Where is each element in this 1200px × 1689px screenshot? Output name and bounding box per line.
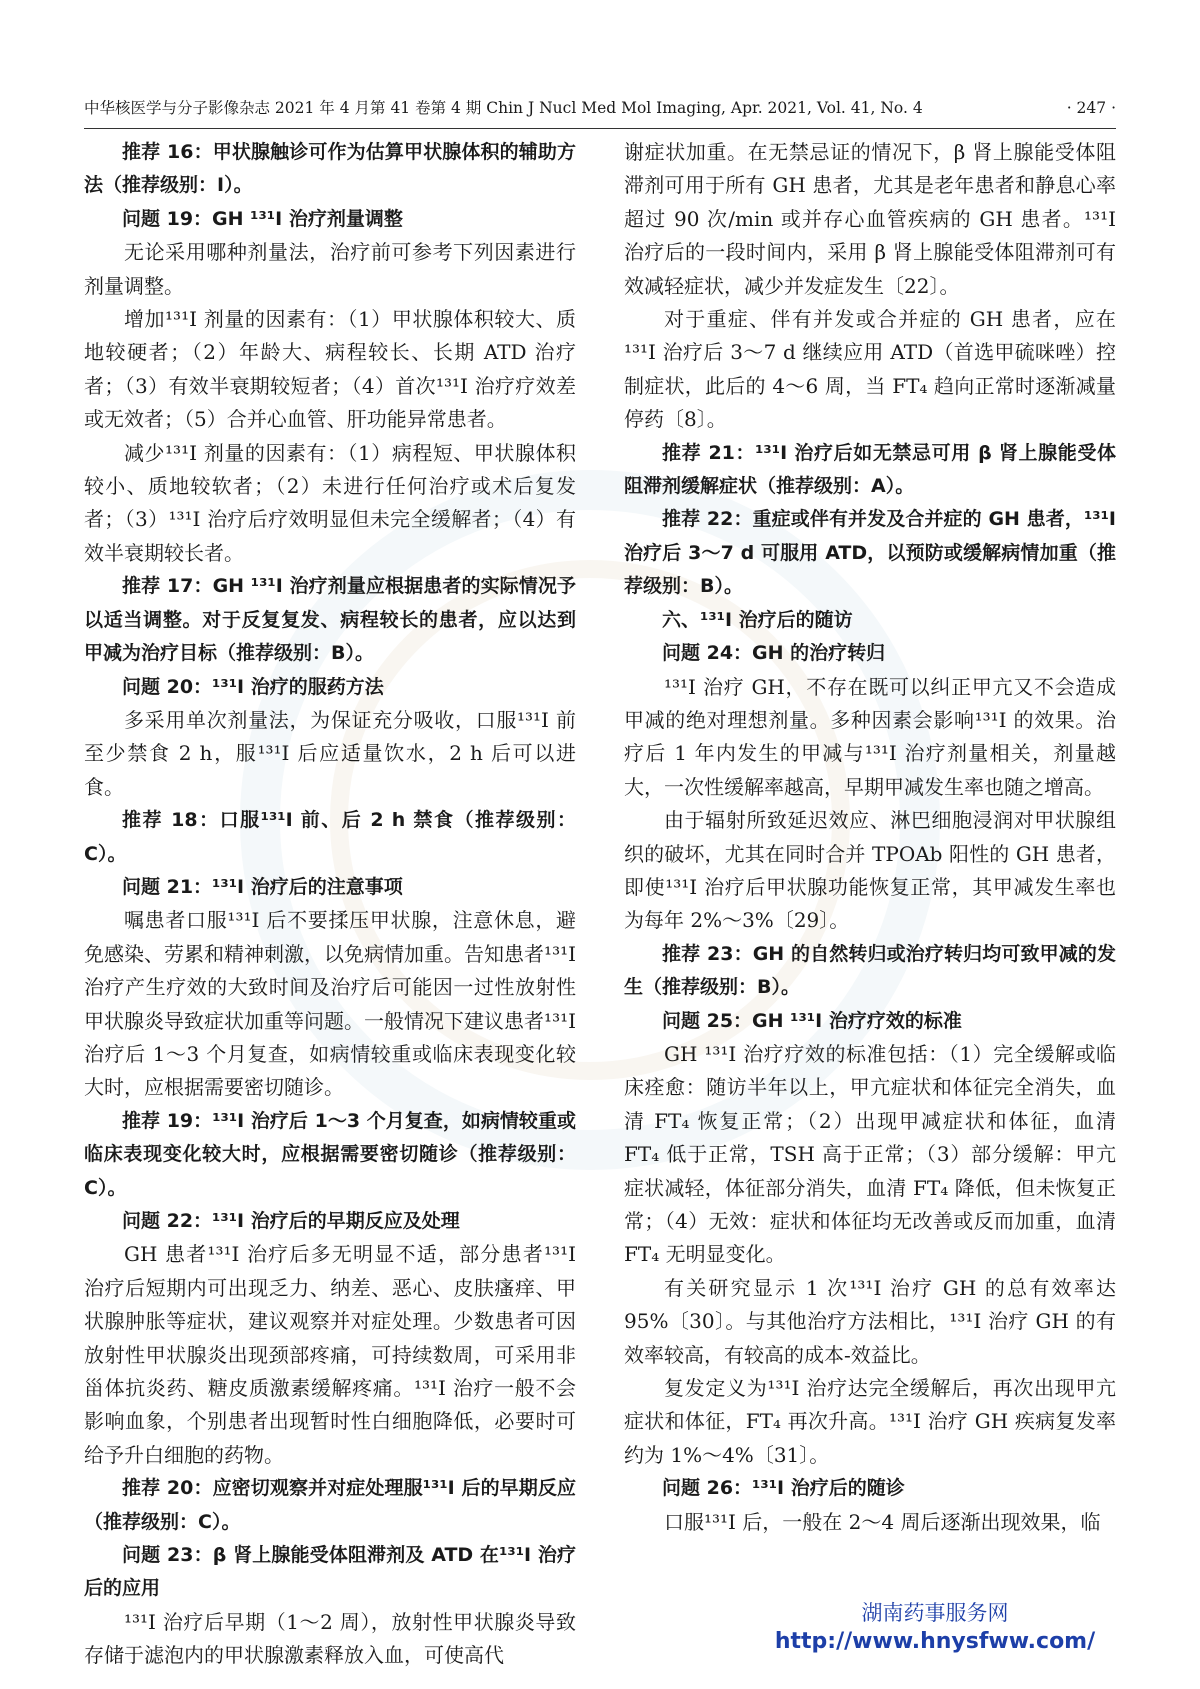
body-paragraph: GH ¹³¹I 治疗疗效的标准包括：（1）完全缓解或临床痊愈：随访半年以上，甲亢症状和体征完全消失，血清 FT₄ 恢复正常；（2）出现甲减症状和体征，血清 FT₄ 低于正常，TSH 高于正常；（3）部分缓解：甲亢症状减轻，体征部分消失，血清 FT₄ 降低，但未恢复正常；（4）无效：症状和体征均无改善或反而加重，血清 FT₄ 无明显变化。: [624, 1041, 1116, 1267]
body-paragraph: ¹³¹I 治疗 GH，不存在既可以纠正甲亢又不会造成甲减的绝对理想剂量。多种因素会影响¹³¹I 的效果。治疗后 1 年内发生的甲减与¹³¹I 治疗剂量相关，剂量越大，一次性缓解率越高，早期甲减发生率也随之增高。: [624, 674, 1116, 799]
site-name: 湖南药事服务网: [861, 1601, 1009, 1625]
body-paragraph: 无论采用哪种剂量法，治疗前可参考下列因素进行剂量调整。: [84, 240, 576, 298]
running-header: [84, 88, 1116, 129]
body-paragraph: 减少¹³¹I 剂量的因素有：（1）病程短、甲状腺体积较小、质地较软者；（2）未进行任何治疗或术后复发者；（3）¹³¹I 治疗后疗效明显但未完全缓解者；（4）有效半衰期较长者。: [84, 440, 576, 565]
heading-paragraph: 问题 26：¹³¹I 治疗后的随诊: [662, 1477, 905, 1500]
heading-paragraph: 推荐 22：重症或伴有并发及合并症的 GH 患者，¹³¹I 治疗后 3～7 d 可服用 ATD，以预防或缓解病情加重（推荐级别：B）。: [624, 508, 1116, 598]
body-paragraph: 复发定义为¹³¹I 治疗达完全缓解后，再次出现甲亢症状和体征，FT₄ 再次升高。¹³¹I 治疗 GH 疾病复发率约为 1%～4%〔31〕。: [624, 1376, 1116, 1467]
body-paragraph: 有关研究显示 1 次¹³¹I 治疗 GH 的总有效率达 95%〔30〕。与其他治疗方法相比，¹³¹I 治疗 GH 的有效率较高，有较高的成本-效益比。: [624, 1275, 1116, 1367]
site-footer: [770, 1598, 1100, 1656]
page-number: · 247 ·: [1066, 99, 1116, 117]
left-column: [84, 136, 576, 1673]
body-paragraph: GH 患者¹³¹I 治疗后多无明显不适，部分患者¹³¹I 治疗后短期内可出现乏力、纳差、恶心、皮肤瘙痒、甲状腺肿胀等症状，建议观察并对症处理。少数患者可因放射性甲状腺炎出现颈部疼痛，可持续数周，可采用非甾体抗炎药、糖皮质激素缓解疼痛。¹³¹I 治疗一般不会影响血象，个别患者出现暂时性白细胞降低，必要时可给予升白细胞的药物。: [84, 1242, 576, 1467]
heading-paragraph: 推荐 18：口服¹³¹I 前、后 2 h 禁食（推荐级别：C）。: [84, 809, 576, 865]
body-paragraph: 由于辐射所致延迟效应、淋巴细胞浸润对甲状腺组织的破坏，尤其在同时合并 TPOAb 阳性的 GH 患者，即使¹³¹I 治疗后甲状腺功能恢复正常，其甲减发生率也为每年 2%～3%〔29〕。: [624, 808, 1116, 933]
heading-paragraph: 推荐 23：GH 的自然转归或治疗转归均可致甲减的发生（推荐级别：B）。: [624, 942, 1116, 999]
journal-citation: 中华核医学与分子影像杂志 2021 年 4 月第 41 卷第 4 期 Chin J Nucl Med Mol Imaging, Apr. 2021, Vol. 41, No. 4: [84, 99, 923, 117]
body-paragraph: 口服¹³¹I 后，一般在 2～4 周后逐渐出现效果，临: [664, 1509, 1101, 1534]
heading-paragraph: 问题 24：GH 的治疗转归: [662, 642, 886, 665]
heading-paragraph: 问题 23：β 肾上腺能受体阻滞剂及 ATD 在¹³¹I 治疗后的应用: [84, 1544, 576, 1600]
heading-paragraph: 推荐 20：应密切观察并对症处理服¹³¹I 后的早期反应（推荐级别：C）。: [84, 1477, 576, 1533]
heading-paragraph: 问题 19：GH ¹³¹I 治疗剂量调整: [122, 207, 403, 230]
heading-paragraph: 推荐 17：GH ¹³¹I 治疗剂量应根据患者的实际情况予以适当调整。对于反复复发、病程较长的患者，应以达到甲减为治疗目标（推荐级别：B）。: [84, 575, 576, 665]
heading-paragraph: 问题 22：¹³¹I 治疗后的早期反应及处理: [122, 1210, 460, 1232]
heading-paragraph: 推荐 19：¹³¹I 治疗后 1～3 个月复查，如病情较重或临床表现变化较大时，应根据需要密切随诊（推荐级别：C）。: [84, 1109, 576, 1199]
body-paragraph: 多采用单次剂量法，为保证充分吸收，口服¹³¹I 前至少禁食 2 h，服¹³¹I 后应适量饮水，2 h 后可以进食。: [84, 707, 576, 799]
body-paragraph: 增加¹³¹I 剂量的因素有：（1）甲状腺体积较大、质地较硬者；（2）年龄大、病程较长、长期 ATD 治疗者；（3）有效半衰期较短者；（4）首次¹³¹I 治疗疗效差或无效者；（5）合并心血管、肝功能异常患者。: [84, 307, 576, 432]
heading-paragraph: 六、¹³¹I 治疗后的随访: [662, 608, 853, 631]
heading-paragraph: 推荐 21：¹³¹I 治疗后如无禁忌可用 β 肾上腺能受体阻滞剂缓解症状（推荐级别：A）。: [624, 441, 1116, 498]
heading-paragraph: 问题 21：¹³¹I 治疗后的注意事项: [122, 875, 403, 898]
heading-paragraph: 问题 20：¹³¹I 治疗的服药方法: [122, 675, 384, 698]
body-paragraph: 嘱患者口服¹³¹I 后不要揉压甲状腺，注意休息，避免感染、劳累和精神刺激，以免病情加重。告知患者¹³¹I 治疗产生疗效的大致时间及治疗后可能因一过性放射性甲状腺炎导致症状加重等问题。一般情况下建议患者¹³¹I 治疗后 1～3 个月复查，如病情较重或临床表现变化较大时，应根据需要密切随诊。: [84, 908, 576, 1100]
heading-paragraph: 推荐 16：甲状腺触诊可作为估算甲状腺体积的辅助方法（推荐级别：I）。: [84, 141, 576, 197]
site-url[interactable]: http://www.hnysfww.com/: [774, 1629, 1096, 1654]
body-paragraph: 对于重症、伴有并发或合并症的 GH 患者，应在¹³¹I 治疗后 3～7 d 继续应用 ATD（首选甲硫咪唑）控制症状，此后的 4～6 周，当 FT₄ 趋向正常时逐渐减量停药〔8〕。: [624, 307, 1116, 432]
body-paragraph: 谢症状加重。在无禁忌证的情况下，β 肾上腺能受体阻滞剂可用于所有 GH 患者，尤其是老年患者和静息心率超过 90 次/min 或并存心血管疾病的 GH 患者。¹³¹I 治疗后的一段时间内，采用 β 肾上腺能受体阻滞剂可有效减轻症状，减少并发症发生〔22〕。: [624, 140, 1116, 298]
body-paragraph: ¹³¹I 治疗后早期（1～2 周），放射性甲状腺炎导致存储于滤泡内的甲状腺激素释放入血，可使高代: [84, 1609, 576, 1668]
heading-paragraph: 问题 25：GH ¹³¹I 治疗疗效的标准: [662, 1009, 962, 1032]
right-column: [624, 136, 1116, 1539]
